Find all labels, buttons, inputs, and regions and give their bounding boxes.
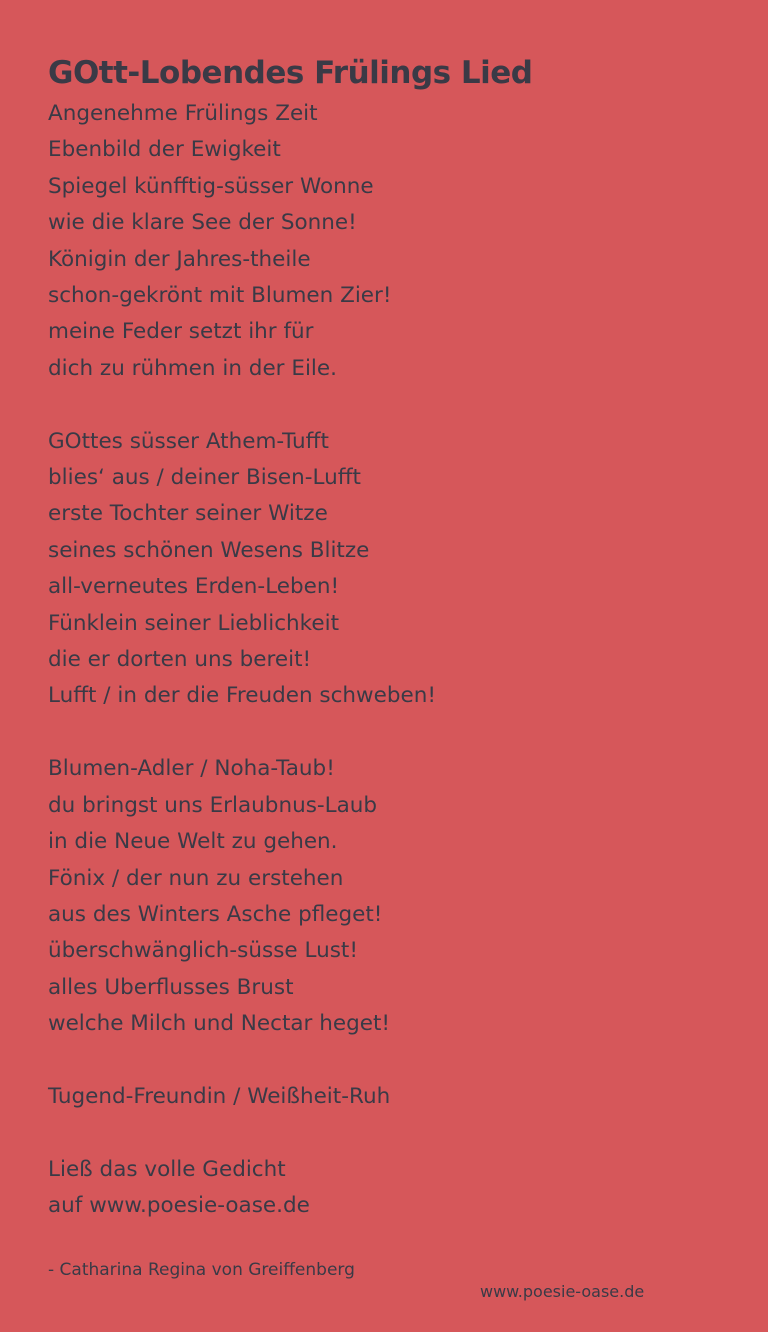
stanza-3 [48,751,728,1042]
poem-line: Tugend-Freundin / Weißheit-Ruh [48,1083,391,1109]
poem-line: schon-gekrönt mit Blumen Zier! [48,283,392,309]
poem-line: die er dorten uns bereit! [48,647,312,673]
read-more-note [48,1152,728,1225]
poem-line: Königin der Jahres-theile [48,246,311,272]
poem-line: Ließ das volle Gedicht [48,1156,286,1182]
poem-line: wie die klare See der Sonne! [48,210,357,236]
poem-line: Ebenbild der Ewigkeit [48,137,281,163]
poem-line: Fönix / der nun zu erstehen [48,865,344,891]
poem-line: meine Feder setzt ihr für [48,319,314,345]
stanza-1 [48,96,728,387]
stanza-gap [48,387,728,423]
poem-line: erste Tochter seiner Witze [48,501,328,527]
poem-line: überschwänglich-süsse Lust! [48,938,358,964]
stanza-4 [48,1079,728,1115]
stanza-gap [48,715,728,751]
poem-line: aus des Winters Asche pfleget! [48,901,383,927]
poem-line: GOttes süsser Athem-Tufft [48,428,329,454]
stanza-gap [48,1043,728,1079]
poem-line: Spiegel künfftig-süsser Wonne [48,173,374,199]
poem-line: Angenehme Frülings Zeit [48,101,318,126]
poem-line: Fünklein seiner Lieblichkeit [48,610,339,636]
stanza-2 [48,424,728,715]
poem-line: dich zu rühmen in der Eile. [48,355,337,381]
poem-line: Blumen-Adler / Noha-Taub! [48,756,335,782]
poem-line: seines schönen Wesens Blitze [48,537,370,563]
poem-line: welche Milch und Nectar heget! [48,1011,390,1037]
poem-line: all-verneutes Erden-Leben! [48,574,340,600]
author-credit: - Catharina Regina von Greiffenberg [48,1260,355,1280]
poem-line: auf www.poesie-oase.de [48,1193,310,1219]
poem-card [48,50,728,1225]
poem-line: alles Uberflusses Brust [48,974,294,1000]
poem-line: du bringst uns Erlaubnus-Laub [48,792,378,818]
website-watermark: www.poesie-oase.de [480,1282,645,1301]
poem-line: Lufft / in der die Freuden schweben! [48,683,436,709]
poem-title: GOtt-Lobendes Frülings Lied [48,55,533,91]
poem-line: in die Neue Welt zu gehen. [48,829,338,855]
poem-line: blies‘ aus / deiner Bisen-Lufft [48,465,361,491]
stanza-gap [48,1115,728,1151]
